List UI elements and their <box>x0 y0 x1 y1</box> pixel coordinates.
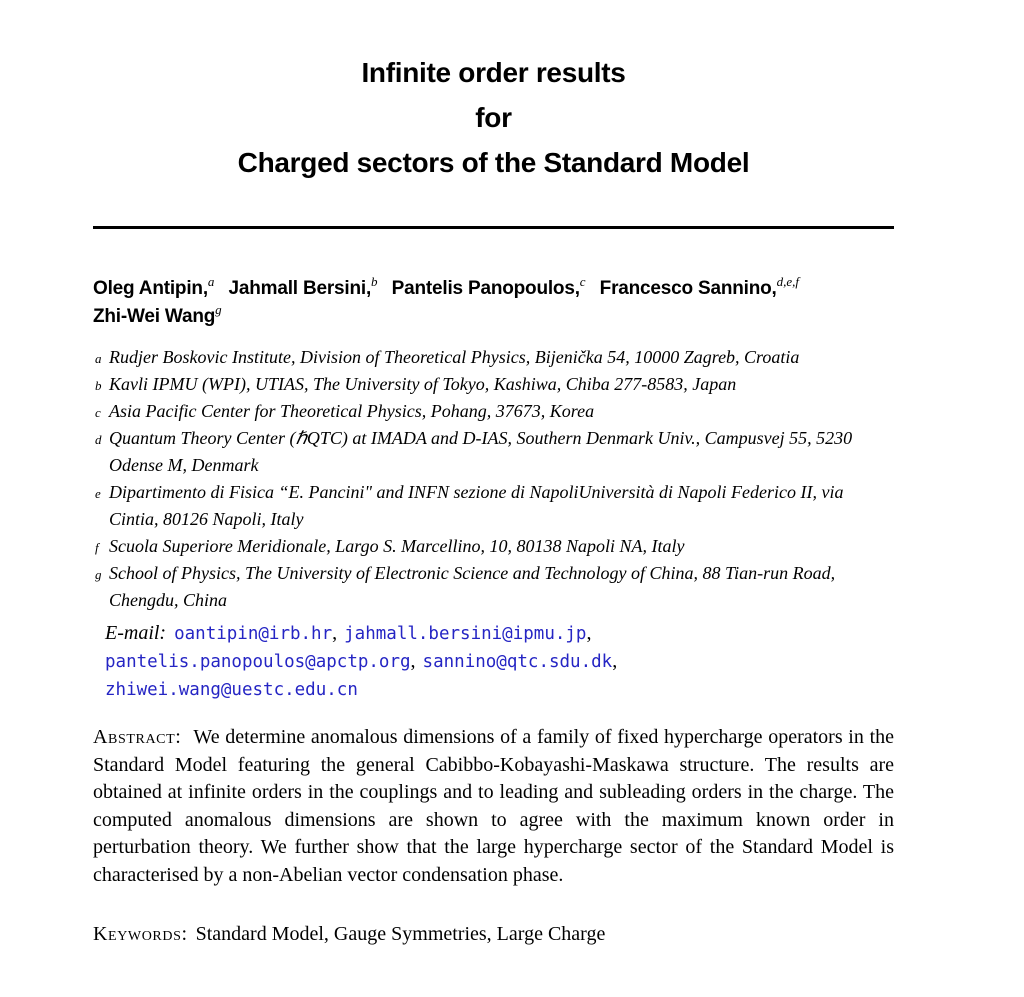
email-line-2 <box>105 648 894 676</box>
email-separator: , <box>332 622 338 644</box>
affiliation-text: Dipartimento di Fisica “E. Pancini" and INFN sezione di NapoliUniversità di Napoli Federico II, via Cintia, 80126 Napoli, Italy <box>109 482 844 529</box>
affiliation-text: School of Physics, The University of Electronic Science and Technology of China, 88 Tian-run Road, Chengdu, China <box>109 563 836 610</box>
author-name: Jahmall Bersini, <box>228 278 372 299</box>
author <box>93 274 215 299</box>
abstract-paragraph <box>93 724 894 889</box>
affiliation-superscript: f <box>95 540 99 555</box>
keywords-label: Keywords: <box>93 923 188 945</box>
author-superscript: g <box>215 302 222 317</box>
author-list <box>93 275 894 331</box>
author-name: Oleg Antipin, <box>93 278 208 299</box>
affiliation-item <box>93 398 894 425</box>
abstract-label: Abstract: <box>93 726 182 748</box>
email-separator: , <box>586 622 592 644</box>
affiliation-list <box>93 344 894 614</box>
affiliation-text: Quantum Theory Center (ℏQTC) at IMADA and D-IAS, Southern Denmark Univ., Campusvej 55, 5230 Odense M, Denmark <box>109 428 853 475</box>
email-link[interactable]: pantelis.panopoulos@apctp.org <box>105 652 411 672</box>
author-name: Zhi-Wei Wang <box>93 306 216 327</box>
affiliation-item <box>93 344 894 371</box>
authors-line-2 <box>93 303 894 331</box>
email-link[interactable]: sannino@qtc.sdu.dk <box>422 652 613 672</box>
title-line-2: for <box>475 102 512 133</box>
affiliation-item <box>93 533 894 560</box>
author-name: Pantelis Panopoulos, <box>391 278 580 299</box>
author-superscript: d,e,f <box>776 274 800 289</box>
keywords-text: Standard Model, Gauge Symmetries, Large Charge <box>195 923 606 945</box>
paper-title <box>93 50 894 185</box>
affiliation-item <box>93 560 894 614</box>
author-superscript: a <box>207 274 215 289</box>
affiliation-text: Asia Pacific Center for Theoretical Physics, Pohang, 37673, Korea <box>109 401 595 421</box>
author-name: Francesco Sannino, <box>599 278 777 299</box>
email-link[interactable]: jahmall.bersini@ipmu.jp <box>344 624 587 644</box>
author <box>228 274 378 299</box>
email-link[interactable]: oantipin@irb.hr <box>174 624 333 644</box>
email-separator: , <box>410 650 416 672</box>
email-line-1 <box>105 620 894 648</box>
author <box>93 302 222 327</box>
affiliation-superscript: d <box>95 432 102 447</box>
keywords-line <box>93 921 894 948</box>
authors-line-1 <box>93 275 894 303</box>
affiliation-text: Scuola Superiore Meridionale, Largo S. Marcellino, 10, 80138 Napoli NA, Italy <box>109 536 685 556</box>
affiliation-superscript: a <box>95 351 102 366</box>
title-line-3: Charged sectors of the Standard Model <box>237 147 750 178</box>
email-label: E-mail: <box>105 622 167 644</box>
affiliation-item <box>93 371 894 398</box>
author-superscript: c <box>579 274 586 289</box>
affiliation-item <box>93 425 894 479</box>
title-rule <box>93 226 894 229</box>
email-link[interactable]: zhiwei.wang@uestc.edu.cn <box>105 680 358 700</box>
email-block <box>105 620 894 704</box>
email-line-3 <box>105 676 894 704</box>
email-separator: , <box>612 650 618 672</box>
author <box>599 274 800 299</box>
affiliation-superscript: b <box>95 378 102 393</box>
paper-content <box>93 0 894 948</box>
affiliation-text: Kavli IPMU (WPI), UTIAS, The University of Tokyo, Kashiwa, Chiba 277-8583, Japan <box>109 374 737 394</box>
affiliation-item <box>93 479 894 533</box>
author-superscript: b <box>371 274 378 289</box>
author <box>391 274 586 299</box>
affiliation-superscript: c <box>95 405 101 420</box>
abstract-text: We determine anomalous dimensions of a family of fixed hypercharge operators in the Standard Model featuring the general Cabibbo-Kobayashi-Maskawa structure. The results are obtained at infinite orders in the couplings and to leading and subleading orders in the charge. The computed anomalous dimensions are shown to agree with the maximum known order in perturbation theory. We further show that the large hypercharge sector of the Standard Model is characterised by a non-Abelian vector condensation phase. <box>93 726 894 886</box>
affiliation-superscript: g <box>95 567 102 582</box>
affiliation-text: Rudjer Boskovic Institute, Division of Theoretical Physics, Bijenička 54, 10000 Zagreb, Croatia <box>109 347 800 367</box>
title-line-1: Infinite order results <box>361 57 626 88</box>
affiliation-superscript: e <box>95 486 101 501</box>
